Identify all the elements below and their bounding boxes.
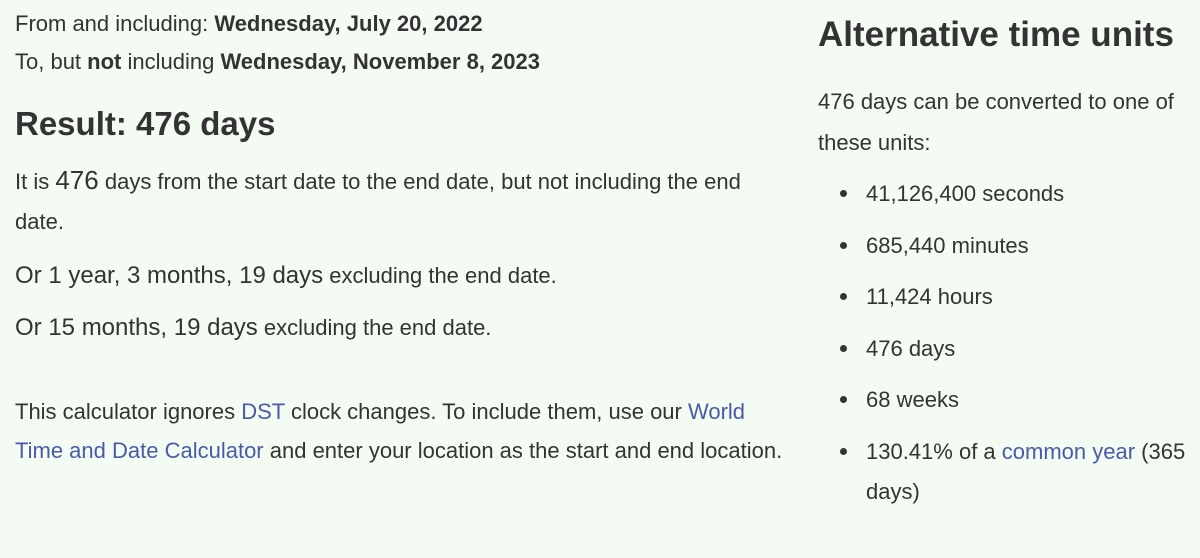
dst-note (15, 392, 795, 470)
to-middle: including (121, 49, 221, 74)
p3-post: excluding the end date. (257, 315, 492, 340)
result-ymd-value: Or 1 year, 3 months, 19 days (15, 262, 324, 289)
unit-year-pre: 130.41% of a (866, 438, 1002, 464)
result-days-paragraph (15, 160, 795, 242)
from-line (15, 5, 795, 43)
bullet-icon (840, 448, 847, 455)
p1-pre: It is (15, 169, 56, 194)
bullet-icon (840, 242, 847, 249)
p4-pre: This calculator ignores (15, 399, 242, 424)
result-md-paragraph (15, 308, 795, 348)
unit-minutes: 685,440 minutes (866, 232, 1029, 258)
unit-year-post: (365 days) (866, 438, 1186, 504)
alt-units-intro: 476 days can be converted to one of these units: (818, 89, 1174, 155)
unit-days: 476 days (866, 335, 956, 361)
p4-post: and enter your location as the start and end location. (263, 438, 783, 463)
result-md-value: Or 15 months, 19 days (15, 314, 258, 341)
p1-post: days from the start date to the end date, but not including the end date. (15, 169, 741, 234)
unit-weeks: 68 weeks (866, 387, 959, 412)
list-item (818, 174, 1193, 214)
main-content (15, 0, 795, 470)
p2-post: excluding the end date. (323, 263, 557, 288)
units-list (818, 174, 1193, 512)
world-time-calculator-link[interactable]: World Time and Date Calculator (15, 399, 746, 463)
to-prefix: To, but (15, 49, 88, 74)
p4-mid: clock changes. To include them, use our (284, 399, 688, 424)
list-item (818, 380, 1193, 420)
list-item (818, 226, 1193, 266)
list-item (818, 329, 1193, 369)
bullet-icon (840, 190, 847, 197)
result-title: Result: 476 days (15, 105, 276, 142)
result-days-value: 476 (55, 165, 99, 195)
dst-link[interactable]: DST (241, 399, 285, 424)
list-item (818, 277, 1193, 317)
common-year-link[interactable]: common year (1001, 438, 1136, 464)
from-prefix: From and including: (15, 11, 215, 36)
result-ymd-paragraph (15, 256, 795, 296)
to-line (15, 43, 795, 81)
to-not: not (87, 49, 122, 74)
bullet-icon (840, 345, 847, 352)
unit-seconds: 41,126,400 seconds (866, 181, 1065, 206)
to-date: Wednesday, November 8, 2023 (220, 49, 540, 74)
from-date: Wednesday, July 20, 2022 (214, 11, 483, 36)
alt-units-title: Alternative time units (818, 15, 1174, 54)
bullet-icon (840, 293, 847, 300)
unit-hours: 11,424 hours (866, 284, 993, 309)
list-item (818, 432, 1193, 512)
alternative-units-panel (818, 0, 1193, 512)
bullet-icon (840, 396, 847, 403)
